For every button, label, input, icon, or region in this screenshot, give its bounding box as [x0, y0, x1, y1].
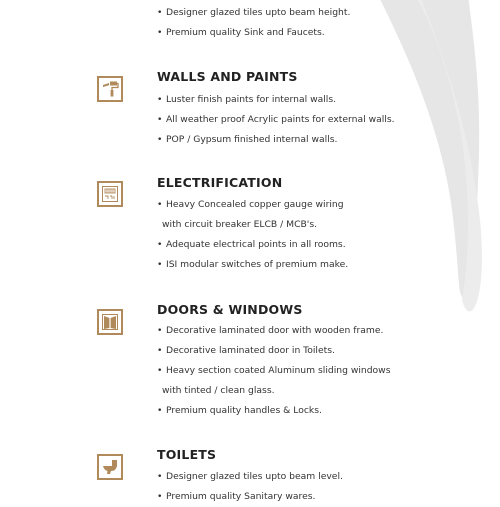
section-title: DOORS & WINDOWS	[157, 302, 303, 317]
kitchen-features-list	[157, 3, 350, 43]
list-item: • Premium quality handles & Locks.	[157, 405, 322, 416]
electrification-features-list	[157, 195, 348, 275]
list-item: • POP / Gypsum finished internal walls.	[157, 134, 338, 145]
list-item: • Designer glazed tiles upto beam height.	[157, 7, 351, 18]
list-item: • Decorative laminated door with wooden frame.	[157, 325, 384, 336]
list-item: • ISI modular switches of premium make.	[157, 259, 349, 270]
list-item: • Premium quality Sink and Faucets.	[157, 27, 325, 38]
window-icon	[97, 309, 123, 335]
toilets-features-list	[157, 467, 343, 507]
section-title: WALLS AND PAINTS	[157, 69, 298, 84]
walls-features-list	[157, 90, 395, 150]
list-item: • Decorative laminated door in Toilets.	[157, 345, 335, 356]
list-item-continuation: with circuit breaker ELCB / MCB's.	[162, 219, 318, 230]
section-title: ELECTRIFICATION	[157, 175, 283, 190]
list-item: • Luster finish paints for internal walls.	[157, 94, 337, 105]
list-item: • Premium quality Sanitary wares.	[157, 491, 316, 502]
doors-windows-features-list	[157, 321, 390, 421]
list-item: • Designer glazed tiles upto beam level.	[157, 471, 343, 482]
section-title: TOILETS	[157, 447, 217, 462]
list-item-continuation: with tinted / clean glass.	[162, 385, 275, 396]
list-item: • Adequate electrical points in all rooms.	[157, 239, 346, 250]
list-item: • Heavy Concealed copper gauge wiring	[157, 199, 344, 210]
paint-roller-icon	[97, 76, 123, 102]
list-item: • All weather proof Acrylic paints for external walls.	[157, 114, 395, 125]
list-item: • Heavy section coated Aluminum sliding windows	[157, 365, 391, 376]
electrical-panel-icon	[97, 181, 123, 207]
toilet-icon	[97, 454, 123, 480]
